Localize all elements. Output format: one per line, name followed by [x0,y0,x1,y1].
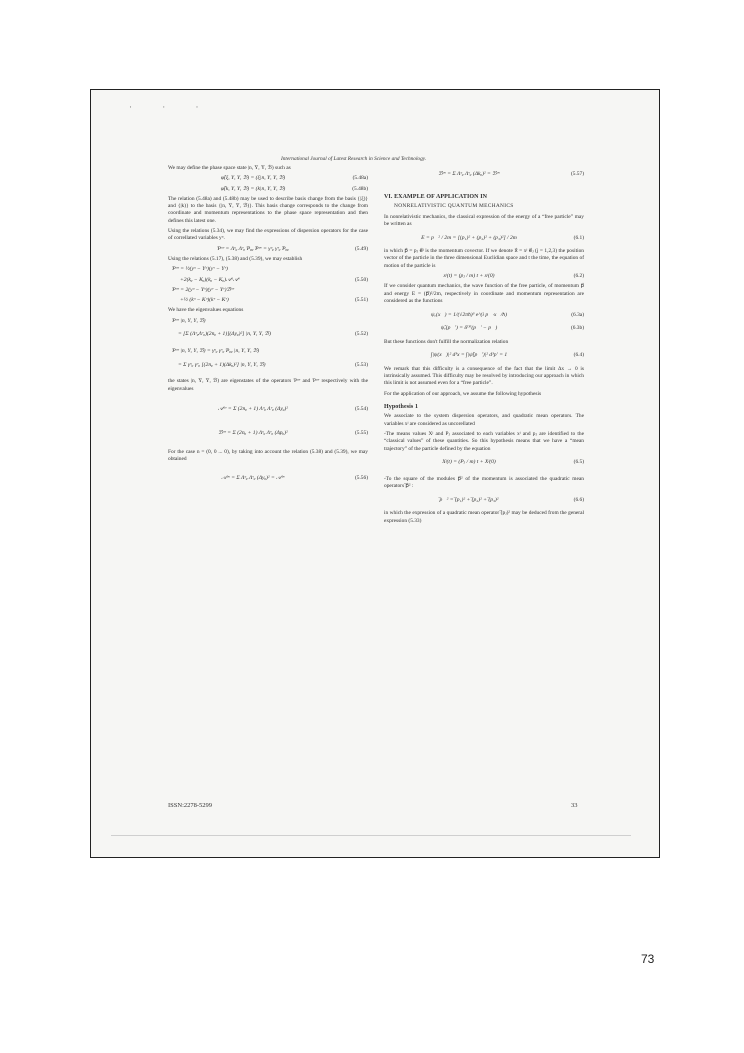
document-page-number: 73 [641,952,655,966]
equation: ∫|ψ(x⃗)|² d³x = ∫|ψ̃(p⃗′)|² d³p′ = 1 (6.4) [430,352,584,359]
paragraph: Using the relations (5.34), we may find the expressions of dispersion operators for the case of correllated variables yᵘ. [168,228,368,242]
paragraph: Using the relations (5.17), (5.38) and (5.39), we may establish [168,255,303,262]
equation: ψₑ(x⃗) = 1/(√2πħ)³ e^(i p⃗·x⃗/ħ) (6.3a) [431,311,584,318]
scan-edge-line [111,835,631,836]
left-column [168,165,368,489]
paragraph: We have the eigenvalues equations [168,307,244,314]
section-heading-continued: NONRELATIVISTIC QUANTUM MECHANICS [394,203,514,210]
issn-footer: ISSN:2278-5299 [168,802,213,809]
equation-block: Ƥᵘᵛ = ½(yᵘ − Yᵘ)(yᵛ − Yᵛ) +2(kᵨ − Kᵨ)(kᵨ − Kᵨ)𝒜ᵘ𝒜ᵛ (5.50) [172,266,368,283]
paragraph: If we consider quantum mechanics, the wave function of the free particle, of momentum p⃗ and energy E = (p⃗)²/2m, respectively in coordinate and momentum representation are considered as the functions [384,283,584,304]
paragraph: -To the square of the modules p⃗² of the momentum is associated the quadratic mean operators ̅p⃗² : [384,475,584,490]
equation: ℬᵘᵛ = Σ Λᵘᵨ Λᵛᵨ (Δkᵨ)² = ℬᵘᵛ (5.57) [438,171,584,178]
equation-block: Ƥᵘᵛ |n, Ȳ, Ȳ, ℬ) = γᵘᵨ γᵛᵨ Ƥᵨᵨ |n, Ȳ, Ȳ, ℬ) = Σ γᵘᵨ γᵛᵨ [(2nᵨ + 1)(Δkᵨ)²] |n, Ȳ, Ȳ, ℬ) (5.53) [172,348,368,368]
paragraph: But these functions don't fulfill the normalization relation [384,338,509,345]
journal-page-number: 33 [571,802,578,809]
equation-block: Ƥᵘᵛ = 2(yᵘ − Yᵘ)(yᵛ − Yᵛ)ℬᵘᵛ +½ (kᵘ − Kᵘ)(kᵛ − Kᵛ) (5.51) [172,286,368,304]
equation: 𝒜ᵘᵛ = Σ Λᵘᵨ Λᵛᵨ (Δyᵨ)² = 𝒜ᵘᵛ (5.56) [221,474,368,481]
scanned-page-frame [90,89,660,858]
equation-block: Ƥᵘᵛ |n, Ȳ, Ȳ, ℬ) = [Σ (ΛᵘᵨΛᵛᵨ)(2nᵨ + 1)](Δyᵨ)²] |n, Ȳ, Ȳ, ℬ) (5.52) [172,317,368,338]
paragraph: We remark that this difficulty is a consequence of the fact that the limit Δx → 0 is intrinsically assumed. This difficulty may be resolved by introducing our approach in which this limit is not assumed even for a “free particle”. [384,365,584,387]
equation: ̅p⃗² = ̅(p₁)² + ̅(p₂)² + ̅(p₃)² (6.6) [439,496,584,503]
hypothesis-heading: Hypothesis 1 [384,404,419,411]
equation: E = p⃗² / 2m = [(p₁)² + (p₂)² + (p₃)²] / 2m (6.1) [421,234,584,241]
paragraph: in which p⃗ = pⱼ e⃗ʲ is the momentum covector. If we denote x⃗ = xʲ e⃗ⱼ (j = 1,2,3) the position vector of the particle in the three dimensional Euclidian space and t the time, the equation of motion of the particle is [384,248,584,269]
equation: ℬᵘᵛ = Σ (2nᵨ + 1) Λᵘᵨ Λᵛᵨ (Δpᵨ)² (5.55) [218,430,368,437]
paragraph: We associate to the system dispersion operators, and quadratic mean operators. The variables xʲ are considered as uncorellated [384,413,584,427]
equation: 𝒜ᵘᵛ = Σ (2nᵨ + 1) Λᵘᵨ Λᵛᵨ (Δyᵨ)² (5.54) [218,406,368,413]
paragraph: in which the expression of a quadratic mean operator ̅(pⱼ)² may be deduced from the general expression (5.33) [384,510,584,524]
equation: xʲ(t) = (pⱼ / m) t + xʲ(0) (6.2) [443,273,584,280]
paragraph: the states |n, Ȳ, Ȳ, ℬ) are eigenstates of the operators Ƥᵘᵛ and Ƥᵘᵛ respectively with the eigenvalues [168,378,368,392]
equation: Xʲ(t) = (Pⱼ / m) t + Xʲ(0) (6.5) [442,459,584,466]
scanned-page [91,90,659,857]
paragraph: -The means values Xʲ and Pⱼ associated to each variables xʲ and pⱼ are identified to the “classical values” of these quantities. So this hypothesis means that we have a “mean trajectory” of the particle defined by the equation [384,430,584,452]
equation: ψ̃ₑ(p⃗′) = δ⁽³⁾(p⃗′ − p⃗) (6.3b) [440,325,584,332]
section-heading: VI. EXAMPLE OF APPLICATION IN [384,194,488,200]
paragraph: The relation (5.48a) and (5.48b) may be used to describe basis change from the basis {|ξ)} and {|k)} to the basis {|n, Ȳ, Ȳ, ℬ)}. This basis change corresponds to the change from coordinate and momentum representations to the phase space representation and then defines this latest one. [168,195,368,224]
equation: φ̂(ξ, Ȳ, Ȳ, ℬ) = (ξ|n, Ȳ, Ȳ, ℬ) (5.48a) [220,175,368,182]
scan-speckles: · · · [129,102,213,112]
equation: φ̃(k, Ȳ, Ȳ, ℬ) = (k|n, Ȳ, Ȳ, ℬ) (5.48b) [220,185,368,192]
journal-header: International Journal of Latest Research in Science and Technology. [281,156,427,162]
equation: Ƥᵘᵛ = Λᵘᵨ Λᵛᵨ Ƥᵨᵨ Ƥᵘᵛ = γᵘᵨ γᵛᵨ Ƥᵨᵨ (5.49) [217,245,368,252]
paragraph: In nonrelativistic mechanics, the classical expression of the energy of a “free particle” may be written as [384,213,584,227]
paragraph: We may define the phase space state |n, Ȳ, Ȳ, ℬ) such as [168,165,291,171]
paragraph: For the case n = (0, 0 ... 0), by taking into account the relation (5.38) and (5.39), we may obtained [168,448,368,463]
right-column [384,165,584,528]
paragraph: For the application of our approach, we assume the following hypothesis [384,390,542,397]
